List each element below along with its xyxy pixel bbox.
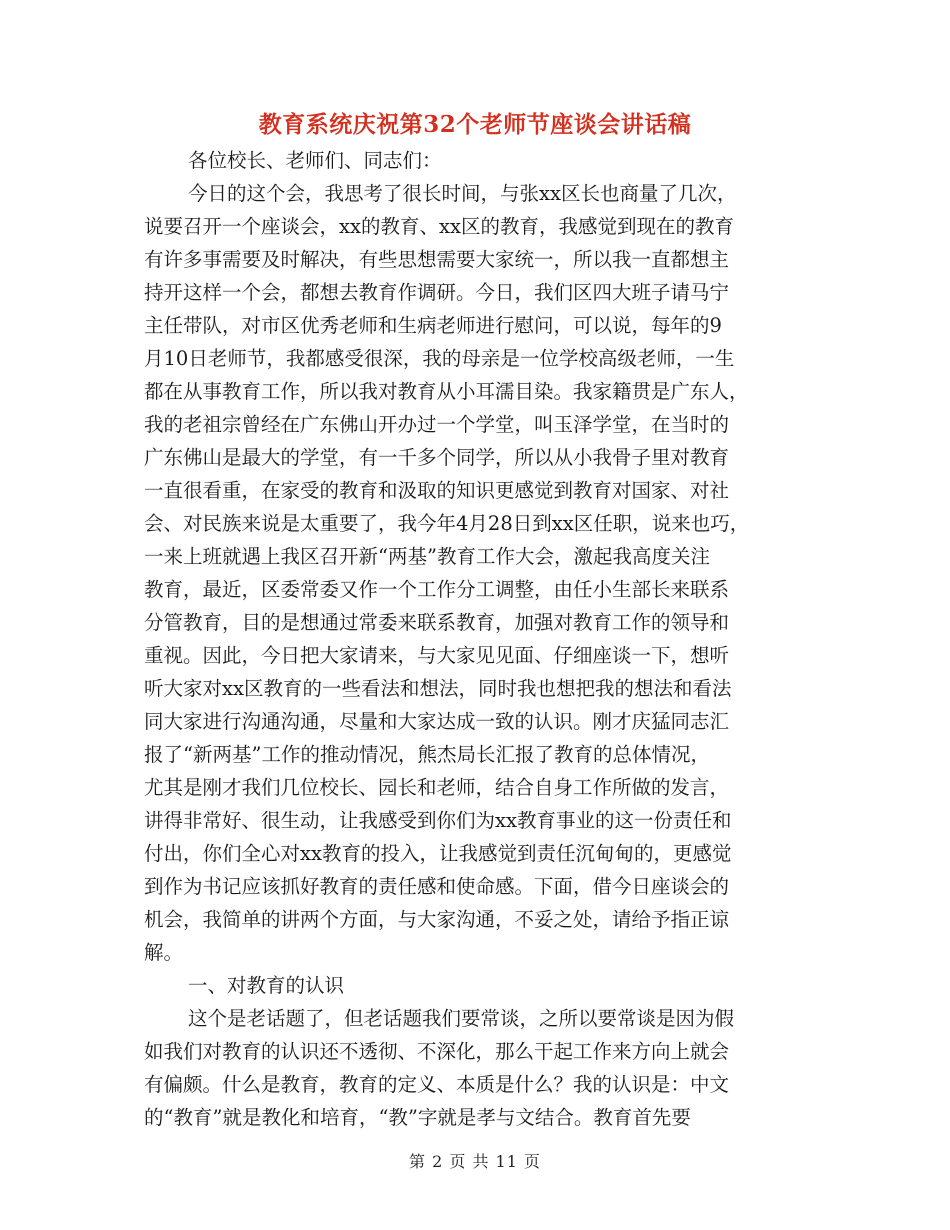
text-line: 这个是老话题了，但老话题我们要常谈，之所以要常谈是因为假	[188, 1007, 735, 1030]
text-line: 会、对民族来说是太重要了，我今年4月28日到xx区任职，说来也巧，	[144, 512, 750, 535]
text-line: 报了“新两基”工作的推动情况，熊杰局长汇报了教育的总体情况，	[144, 743, 710, 766]
text-line: 尤其是刚才我们几位校长、园长和老师，结合自身工作所做的发言，	[144, 776, 730, 799]
text-line: 如我们对教育的认识还不透彻、不深化，那么干起工作来方向上就会	[144, 1040, 730, 1063]
text-line: 同大家进行沟通沟通，尽量和大家达成一致的认识。刚才庆猛同志汇	[144, 710, 730, 733]
document-body	[144, 144, 834, 1134]
page-number-footer: 第 2 页 共 11 页	[409, 1152, 541, 1171]
text-line: 说要召开一个座谈会，xx的教育、xx区的教育，我感觉到现在的教育	[144, 215, 734, 238]
text-line: 今日的这个会，我思考了很长时间，与张xx区长也商量了几次，	[188, 182, 737, 205]
text-line: 分管教育，目的是想通过常委来联系教育，加强对教育工作的领导和	[144, 611, 730, 634]
text-line: 持开这样一个会，都想去教育作调研。今日，我们区四大班子请马宁	[144, 281, 730, 304]
text-line: 各位校长、老师们、同志们：	[188, 149, 442, 172]
text-line: 有偏颇。什么是教育，教育的定义、本质是什么？我的认识是：中文	[144, 1073, 730, 1096]
text-line: 月10日老师节，我都感受很深，我的母亲是一位学校高级老师，一生	[144, 347, 735, 370]
text-line: 教育，最近，区委常委又作一个工作分工调整，由任小生部长来联系	[144, 578, 730, 601]
text-line: 我的老祖宗曾经在广东佛山开办过一个学堂，叫玉泽学堂，在当时的	[144, 413, 730, 436]
text-line: 讲得非常好、很生动，让我感受到你们为xx教育事业的这一份责任和	[144, 809, 732, 832]
text-line: 机会，我简单的讲两个方面，与大家沟通，不妥之处，请给予指正谅	[144, 908, 730, 931]
text-line: 主任带队，对市区优秀老师和生病老师进行慰问，可以说，每年的9	[144, 314, 722, 337]
text-line: 付出，你们全心对xx教育的投入，让我感觉到责任沉甸甸的，更感觉	[144, 842, 732, 865]
text-line: 有许多事需要及时解决，有些思想需要大家统一，所以我一直都想主	[144, 248, 730, 271]
text-line: 广东佛山是最大的学堂，有一千多个同学，所以从小我骨子里对教育	[144, 446, 730, 469]
text-line: 解。	[144, 941, 184, 964]
text-line: 重视。因此，今日把大家请来，与大家见见面、仔细座谈一下，想听	[144, 644, 730, 667]
text-line: 一直很看重，在家受的教育和汲取的知识更感觉到教育对国家、对社	[144, 479, 730, 502]
section-heading: 一、对教育的认识	[188, 974, 345, 997]
text-line: 到作为书记应该抓好教育的责任感和使命感。下面，借今日座谈会的	[144, 875, 730, 898]
text-line: 的“教育”就是教化和培育，“教”字就是孝与文结合。教育首先要	[144, 1106, 691, 1129]
text-line: 听大家对xx区教育的一些看法和想法，同时我也想把我的想法和看法	[144, 677, 732, 700]
document-title: 教育系统庆祝第32个老师节座谈会讲话稿	[258, 111, 692, 138]
text-line: 一来上班就遇上我区召开新“两基”教育工作大会，激起我高度关注	[144, 545, 710, 568]
text-line: 都在从事教育工作，所以我对教育从小耳濡目染。我家籍贯是广东人，	[144, 380, 749, 403]
